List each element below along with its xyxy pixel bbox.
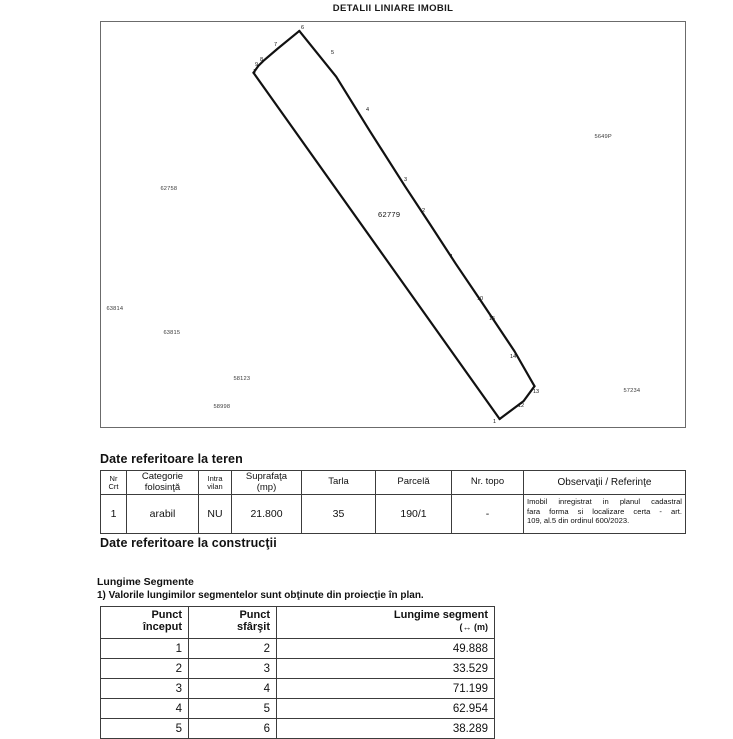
vertex-number: 5: [331, 50, 335, 56]
segmente-col-start: Punct început: [101, 607, 189, 639]
segmente-label: Lungime Segmente: [97, 576, 194, 588]
vertex-number: 9: [255, 62, 259, 68]
segmente-cell-length: 62.954: [277, 699, 495, 719]
teren-cell-parcela: 190/1: [376, 495, 452, 534]
segmente-cell-start: 5: [101, 719, 189, 739]
teren-col-intravilan: Intra vilan: [199, 471, 232, 495]
segmente-cell-length: 49.888: [277, 639, 495, 659]
teren-table: [100, 470, 686, 534]
segmente-table: [100, 606, 495, 739]
parcel-polygon: [252, 30, 532, 419]
table-row: [101, 659, 495, 679]
neighbour-parcel-id: 58123: [233, 376, 251, 382]
vertex-number: 3: [404, 177, 408, 183]
segmente-cell-end: 5: [189, 699, 277, 719]
segmente-note: 1) Valorile lungimilor segmentelor sunt obţinute din proiecţie în plan.: [97, 590, 424, 601]
neighbour-parcel-id: 62758: [160, 186, 178, 192]
vertex-number: 1: [253, 69, 257, 75]
segmente-cell-start: 1: [101, 639, 189, 659]
vertex-number: 7: [274, 42, 278, 48]
segmente-cell-start: 2: [101, 659, 189, 679]
table-row: [101, 639, 495, 659]
teren-col-tarla: Tarla: [302, 471, 376, 495]
vertex-number: 12: [518, 403, 525, 409]
teren-cell-suprafata: 21.800: [232, 495, 302, 534]
teren-col-nrtopo: Nr. topo: [452, 471, 524, 495]
parcel-id-label: 62779: [378, 210, 401, 219]
table-row: [101, 679, 495, 699]
table-row: [101, 719, 495, 739]
vertex-number: 4: [366, 107, 370, 113]
segmente-header-row: [101, 607, 495, 639]
parcel-edge-right: [299, 31, 534, 386]
vertex-number: 8: [260, 57, 264, 63]
segmente-cell-end: 4: [189, 679, 277, 699]
teren-header-row: [101, 471, 686, 495]
vertex-number: 1: [450, 254, 454, 260]
teren-col-observatii: Observaţii / Referinţe: [524, 471, 686, 495]
section-heading-teren: Date referitoare la teren: [100, 452, 243, 466]
segmente-cell-end: 2: [189, 639, 277, 659]
teren-cell-nr: 1: [101, 495, 127, 534]
teren-cell-tarla: 35: [302, 495, 376, 534]
segmente-cell-start: 4: [101, 699, 189, 719]
teren-cell-categorie: arabil: [127, 495, 199, 534]
segmente-cell-end: 6: [189, 719, 277, 739]
vertex-number: 6: [301, 25, 305, 31]
vertex-number: 2: [422, 208, 426, 214]
neighbour-parcel-id: 63814: [106, 306, 124, 312]
neighbour-parcel-id: 5649P: [594, 134, 612, 140]
teren-col-nr: Nr Crt: [101, 471, 127, 495]
segmente-col-length: Lungime segment (↔ (m): [277, 607, 495, 639]
vertex-number: 13: [533, 389, 540, 395]
parcel-outline-svg: [101, 22, 685, 427]
neighbour-parcel-id: 63815: [163, 330, 181, 336]
teren-col-parcela: Parcelă: [376, 471, 452, 495]
segmente-cell-length: 33.529: [277, 659, 495, 679]
plan-title: DETALII LINIARE IMOBIL: [332, 3, 454, 14]
table-row: [101, 495, 686, 534]
parcel-edge-left: [253, 73, 499, 419]
teren-col-categorie: Categorie folosinţă: [127, 471, 199, 495]
section-heading-constructii: Date referitoare la construcţii: [100, 536, 277, 550]
segmente-cell-start: 3: [101, 679, 189, 699]
segmente-cell-end: 3: [189, 659, 277, 679]
neighbour-parcel-id: 58998: [213, 404, 231, 410]
parcel-edge-topleft: [253, 31, 299, 73]
vertex-number: 15: [489, 316, 496, 322]
segmente-unit: (↔ (m): [459, 622, 488, 633]
neighbour-parcel-id: 57234: [623, 388, 641, 394]
teren-cell-nrtopo: -: [452, 495, 524, 534]
segmente-cell-length: 38.289: [277, 719, 495, 739]
teren-cell-observatii: Imobil inregistrat in planul cadastral fara forma si localizare certa - art. 109, al.5 din ordinul 600/2023.: [524, 495, 686, 534]
plan-drawing-frame: [100, 21, 686, 428]
table-row: [101, 699, 495, 719]
teren-col-suprafata: Suprafaţa (mp): [232, 471, 302, 495]
teren-cell-intravilan: NU: [199, 495, 232, 534]
vertex-number: 1: [493, 419, 497, 425]
segmente-col-end: Punct sfârşit: [189, 607, 277, 639]
vertex-number: 10: [477, 296, 484, 302]
vertex-number: 14: [510, 354, 517, 360]
segmente-cell-length: 71.199: [277, 679, 495, 699]
